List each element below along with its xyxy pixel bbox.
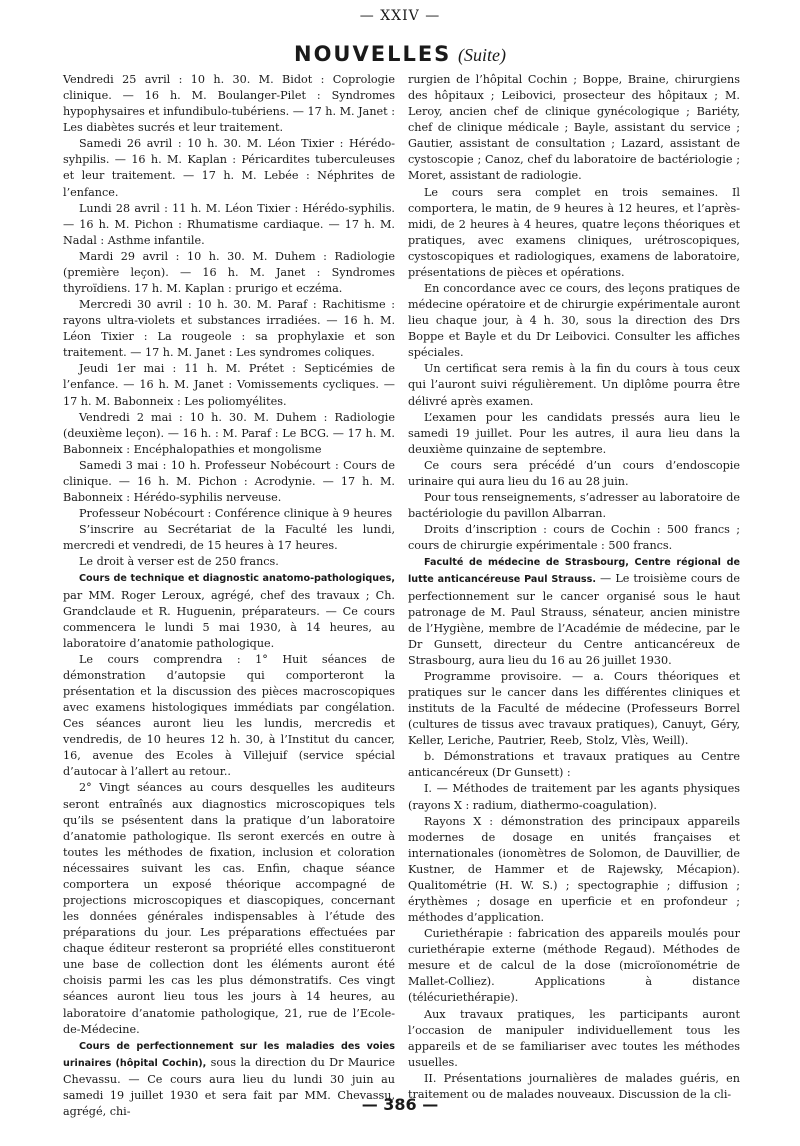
paragraph bbox=[408, 669, 740, 749]
paragraph bbox=[408, 814, 740, 927]
paragraph-text: Un certificat sera remis à la fin du cours à tous ceux qui l’auront suivi régulièrement. Un diplôme pourra être délivré après examen. bbox=[408, 362, 740, 408]
paragraph bbox=[408, 361, 740, 409]
paragraph-text: Professeur Nobécourt : Conférence clinique à 9 heures bbox=[79, 507, 393, 521]
paragraph bbox=[408, 1007, 740, 1071]
paragraph-text: Jeudi 1er mai : 11 h. M. Prétet : Septicémies de l’enfance. — 16 h. M. Janet : Vomissements cycliques. — 17 h. M. Babonneix : Les poliomyélites. bbox=[63, 362, 395, 408]
paragraph-text: 2° Vingt séances au cours desquelles les auditeurs seront entraînés aux diagnostics microscopiques tels qu’ils se psésentent dans la pratique d’un laboratoire d’anatomie pathologique. Ils seront exercés en outre à toutes les méthodes de fixation, inclusion et coloration nécessaires suivant les cas. Enfin, chaque séance comportera un exposé théorique accompagné de projections microscopiques et diascopiques, concernant les données générales indispensables à l’étude des préparations du jour. Les préparations effectuées par chaque éditeur resteront sa propriété elles constitueront une base de collection dont les éléments auront été choisis parmi les cas les plus démonstratifs. Ces vingt séances auront lieu tous les jours à 14 heures, au laboratoire d’anatomie pathologique, 21, rue de l’Ecole-de-Médecine. bbox=[63, 781, 395, 1036]
paragraph bbox=[63, 410, 395, 458]
paragraph bbox=[408, 522, 740, 554]
paragraph bbox=[63, 570, 395, 651]
paragraph bbox=[63, 201, 395, 249]
paragraph bbox=[408, 410, 740, 458]
page-header-roman-numeral: — XXIV — bbox=[359, 8, 441, 24]
paragraph-text: Mercredi 30 avril : 10 h. 30. M. Paraf : Rachitisme : rayons ultra-violets et substances irradiées. — 16 h. M. Léon Tixier : La rougeole : sa prophylaxie et son traitement. — 17 h. M. Janet : Les syndromes coliques. bbox=[63, 298, 395, 360]
left-column bbox=[63, 72, 395, 1120]
paragraph bbox=[63, 506, 395, 522]
paragraph-text: par MM. Roger Leroux, agrégé, chef des travaux ; Ch. Grandclaude et R. Huguenin, préparateurs. — Ce cours commencera le lundi 5 mai 1930, à 14 heures, au laboratoire d’anatomie pathologique. bbox=[63, 588, 395, 650]
paragraph-text: Samedi 26 avril : 10 h. 30. M. Léon Tixier : Hérédo-syhpilis. — 16 h. M. Kaplan : Péricardites tuberculeuses et leur traitement. — 17 h. M. Lebée : Néphrites de l’enfance. bbox=[63, 137, 395, 199]
paragraph-text: Pour tous renseignements, s’adresser au laboratoire de bactériologie du pavillon Albarran. bbox=[408, 491, 740, 521]
paragraph bbox=[63, 136, 395, 200]
paragraph-text: II. Présentations journalières de malades guéris, en traitement ou de malades nouveaux. Discussion de la cli- bbox=[408, 1071, 740, 1101]
paragraph-text: Mardi 29 avril : 10 h. 30. M. Duhem : Radiologie (première leçon). — 16 h. M. Janet : Syndromes thyroïdiens. 17 h. M. Kaplan : prurigo et eczéma. bbox=[63, 249, 395, 296]
paragraph-text: Curiethérapie : fabrication des appareils moulés pour curiethérapie externe (méthode Regaud). Méthodes de mesure et de calcul de la dose (microïonométrie de Mallet-Colliez). Applications à distance (télécuriethérapie). bbox=[408, 927, 740, 1005]
page-number: — 386 — bbox=[361, 1095, 439, 1114]
paragraph-text: L’examen pour les candidats pressés aura lieu le samedi 19 juillet. Pour les autres, il aura lieu dans la deuxième quinzaine de septembre. bbox=[408, 410, 740, 456]
paragraph bbox=[408, 926, 740, 1006]
paragraph-text: Programme provisoire. — a. Cours théoriques et pratiques sur le cancer dans les différentes cliniques et instituts de la Faculté de médecine (Professeurs Borrel (cultures de tissus avec travaux pratiques), Canuyt, Géry, Keller, Leriche, Pautrier, Reeb, Stolz, Vlès, Weill). bbox=[408, 669, 740, 748]
paragraph bbox=[63, 72, 395, 136]
paragraph bbox=[63, 522, 395, 554]
paragraph-text: S’inscrire au Secrétariat de la Faculté les lundi, mercredi et vendredi, de 15 heures à 17 heures. bbox=[63, 523, 395, 553]
paragraph-text: Le droit à verser est de 250 francs. bbox=[79, 555, 279, 569]
paragraph-text: En concordance avec ce cours, des leçons pratiques de médecine opératoire et de chirurgie expérimentale auront lieu chaque jour, à 4 h. 30, sous la direction des Drs Boppe et Bayle et du Dr Leibovici. Consulter les affiches spéciales. bbox=[408, 282, 740, 360]
paragraph-text: sous la direction du Dr Maurice Chevassu. — Ce cours aura lieu du lundi 30 juin au samedi 19 juillet 1930 et sera fait par MM. Chevassu, agrégé, chi- bbox=[63, 1055, 395, 1118]
paragraph-text: Le cours comprendra : 1° Huit séances de démonstration d’autopsie qui comporteront la présentation et la discussion des pièces macroscopiques avec examens histologiques immédiats par congélation. Ces séances auront lieu les lundis, mercredis et vendredis, de 10 heures 12 h. 30, à l’Institut du cancer, 16, avenue des Ecoles à Villejuif (service spécial d’autocar à l’allert au retour.. bbox=[63, 652, 395, 779]
course-heading: Cours de technique et diagnostic anatomo-pathologiques, bbox=[79, 573, 395, 585]
paragraph-text: rurgien de l’hôpital Cochin ; Boppe, Braine, chirurgiens des hôpitaux ; Leibovici, prosecteur des hôpitaux ; M. Leroy, ancien chef de clinique gynécologique ; Bariéty, chef de clinique médicale ; Bayle, assistant du service ; Gautier, assistant de consultation ; Lazard, assistant de cystoscopie ; Canoz, chef du laboratoire de bactériologie ; Moret, assistant de radiologie. bbox=[408, 73, 740, 183]
course-heading: Cours de perfectionnement sur les maladies des voies urinaires (hôpital Cochin), bbox=[63, 1040, 395, 1069]
paragraph bbox=[63, 554, 395, 570]
course-heading: Faculté de médecine de Strasbourg, Centre régional de lutte anticancéreuse Paul Strauss. bbox=[408, 557, 740, 586]
paragraph-text: Ce cours sera précédé d’un cours d’endoscopie urinaire qui aura lieu du 16 au 28 juin. bbox=[408, 458, 740, 488]
paragraph-text: Lundi 28 avril : 11 h. M. Léon Tixier : Hérédo-syphilis. — 16 h. M. Pichon : Rhumatisme cardiaque. — 17 h. M. Nadal : Asthme infantile. bbox=[63, 201, 395, 247]
paragraph bbox=[63, 652, 395, 781]
paragraph-text: b. Démonstrations et travaux pratiques au Centre anticancéreux (Dr Gunsett) : bbox=[408, 750, 740, 780]
paragraph-text: Vendredi 2 mai : 10 h. 30. M. Duhem : Radiologie (deuxième leçon). — 16 h. : M. Paraf : Le BCG. — 17 h. M. Babonneix : Encéphalopathies et mongolisme bbox=[63, 410, 395, 456]
paragraph bbox=[408, 458, 740, 490]
right-column bbox=[408, 72, 740, 1103]
paragraph bbox=[63, 458, 395, 506]
paragraph-text: Rayons X : démonstration des principaux appareils modernes de dosage en unités françaises et internationales (ionomètres de Solomon, de Dauvillier, de Kustner, de Hammer et de Rajewsky, Mécapion). Qualitométrie (H. W. S.) ; spectographie ; diffusion ; érythèmes ; dosage en uperficie et en profondeur ; méthodes d’application. bbox=[408, 814, 740, 925]
section-title-main: NOUVELLES bbox=[294, 42, 452, 66]
paragraph-text: Vendredi 25 avril : 10 h. 30. M. Bidot : Coprologie clinique. — 16 h. M. Boulanger-Pilet : Syndromes hypophysaires et infundibulo-tubériens. — 17 h. M. Janet : Les diabètes sucrés et leur traitement. bbox=[63, 73, 395, 135]
paragraph bbox=[408, 490, 740, 522]
paragraph bbox=[63, 780, 395, 1037]
paragraph-text: Le cours sera complet en trois semaines. Il comportera, le matin, de 9 heures à 12 heures, et l’après-midi, de 2 heures à 4 heures, quatre leçons théoriques et pratiques, avec examens cliniques, urétroscopiques, cystoscopiques et radiologiques, examens de laboratoire, présentations de pièces et opérations. bbox=[408, 185, 740, 279]
paragraph bbox=[408, 185, 740, 281]
paragraph-text: Samedi 3 mai : 10 h. Professeur Nobécourt : Cours de clinique. — 16 h. M. Pichon : Acrodynie. — 17 h. M. Babonneix : Hérédo-syphilis nerveuse. bbox=[63, 458, 395, 505]
paragraph bbox=[63, 361, 395, 409]
paragraph bbox=[408, 781, 740, 813]
paragraph-text: Aux travaux pratiques, les participants auront l’occasion de manipuler individuellement tous les appareils et de se familiariser avec toutes les méthodes usuelles. bbox=[408, 1007, 740, 1069]
section-title bbox=[0, 42, 800, 66]
paragraph bbox=[63, 297, 395, 361]
paragraph bbox=[408, 554, 740, 669]
paragraph bbox=[63, 249, 395, 297]
paragraph-text: — Le troisième cours de perfectionnement sur le cancer organisé sous le haut patronage de M. Paul Strauss, sénateur, ancien ministre de l’Hygiène, membre de l’Académie de médecine, par le Dr Gunsett, directeur du Centre anticancéreux de Strasbourg, aura lieu du 16 au 26 juillet 1930. bbox=[408, 572, 740, 667]
section-title-suite: (Suite) bbox=[458, 45, 506, 65]
paragraph bbox=[408, 749, 740, 781]
paragraph-text: I. — Méthodes de traitement par les agants physiques (rayons X : radium, diathermo-coagulation). bbox=[408, 782, 740, 812]
paragraph bbox=[408, 281, 740, 361]
paragraph-text: Droits d’inscription : cours de Cochin : 500 francs ; cours de chirurgie expérimentale : 500 francs. bbox=[408, 523, 740, 553]
paragraph bbox=[408, 72, 740, 185]
